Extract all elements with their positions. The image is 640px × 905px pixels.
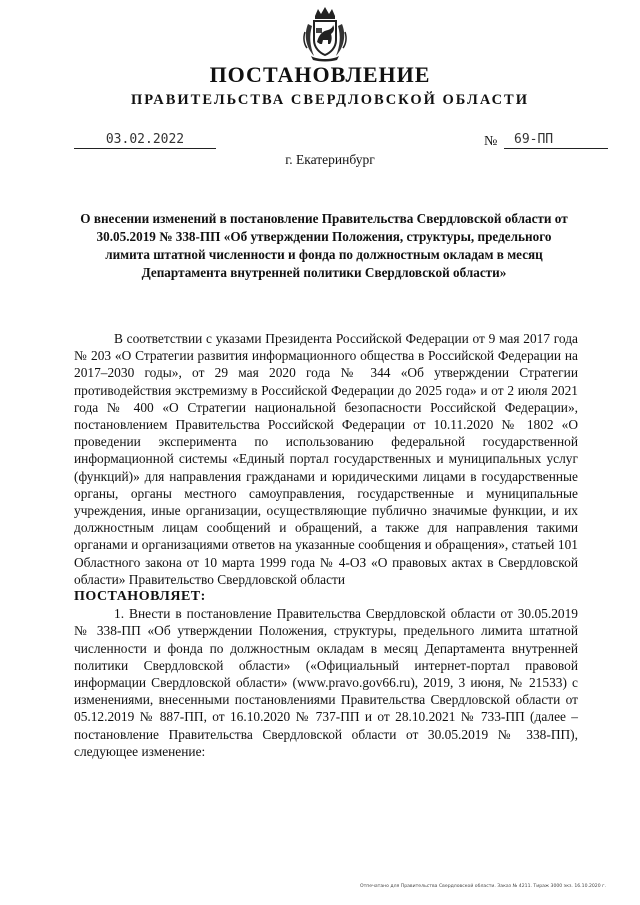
- document-body: [74, 330, 578, 760]
- coat-of-arms-icon: [302, 6, 348, 62]
- document-city: г. Екатеринбург: [285, 152, 375, 167]
- decree-word: ПОСТАНОВЛЯЕТ:: [74, 589, 206, 605]
- document-title: ПОСТАНОВЛЕНИЕ: [209, 62, 431, 87]
- document-date: 03.02.2022: [74, 132, 216, 149]
- document-subtitle: ПРАВИТЕЛЬСТВА СВЕРДЛОВСКОЙ ОБЛАСТИ: [130, 92, 530, 108]
- document-heading: О внесении изменений в постановление Правительства Свердловской области от 30.05.2019 № 338-ПП «Об утверждении Положения, структуры, предельного лимита штатной численности и фонда по должностным окладам в месяц Департамента внутренней политики Свердловской области»: [80, 211, 568, 280]
- number-label: №: [484, 134, 498, 149]
- print-footer: Отпечатано для Правительства Свердловской области. Заказ № 4211. Тираж 3000 экз. 16.10.2020 г.: [360, 884, 606, 889]
- body-paragraph: В соответствии с указами Президента Российской Федерации от 9 мая 2017 года № 203 «О Стратегии развития информационного общества в Российской Федерации на 2017–2030 годы», от 29 мая 2020 года № 344 «Об утверждении Стратегии противодействия экстремизму в Российской Федерации до 2025 года» и от 2 июля 2021 года № 400 «О Стратегии национальной безопасности Российской Федерации», постановлением Правительства Российской Федерации от 10.11.2020 № 1802 «О проведении эксперимента по использованию федеральной государственной информационной системы «Единый портал государственных и муниципальных услуг (функций)» для направления гражданами и юридическими лицами в государственные органы, органы местного самоуправления, государственные и муниципальные учреждения, иные организации, осуществляющие публично значимые функции, и их должностным лицам сообщений и обращений, а также для направления такими органами и организациями ответов на указанные сообщения и обращения», статьей 101 Областного закона от 10 марта 1999 года № 4-ОЗ «О правовых актах в Свердловской области» Правительство Свердловской области: [74, 331, 578, 587]
- document-number: 69-ПП: [504, 132, 608, 149]
- body-paragraph: 1. Внести в постановление Правительства Свердловской области от 30.05.2019 № 338-ПП «Об утверждении Положения, структуры, предельного лимита штатной численности и фонда по должностным окладам в месяц Департамента внутренней политики Свердловской области» («Официальный интернет-портал правовой информации Свердловской области» (www.pravo.gov66.ru), 2019, 3 июня, № 21533) с изменениями, внесенными постановлениями Правительства Свердловской области от 05.12.2019 № 887-ПП, от 16.10.2020 № 737-ПП и от 28.10.2021 № 733-ПП (далее – постановление Правительства Свердловской области от 30.05.2019 № 338-ПП), следующее изменение:: [74, 606, 578, 759]
